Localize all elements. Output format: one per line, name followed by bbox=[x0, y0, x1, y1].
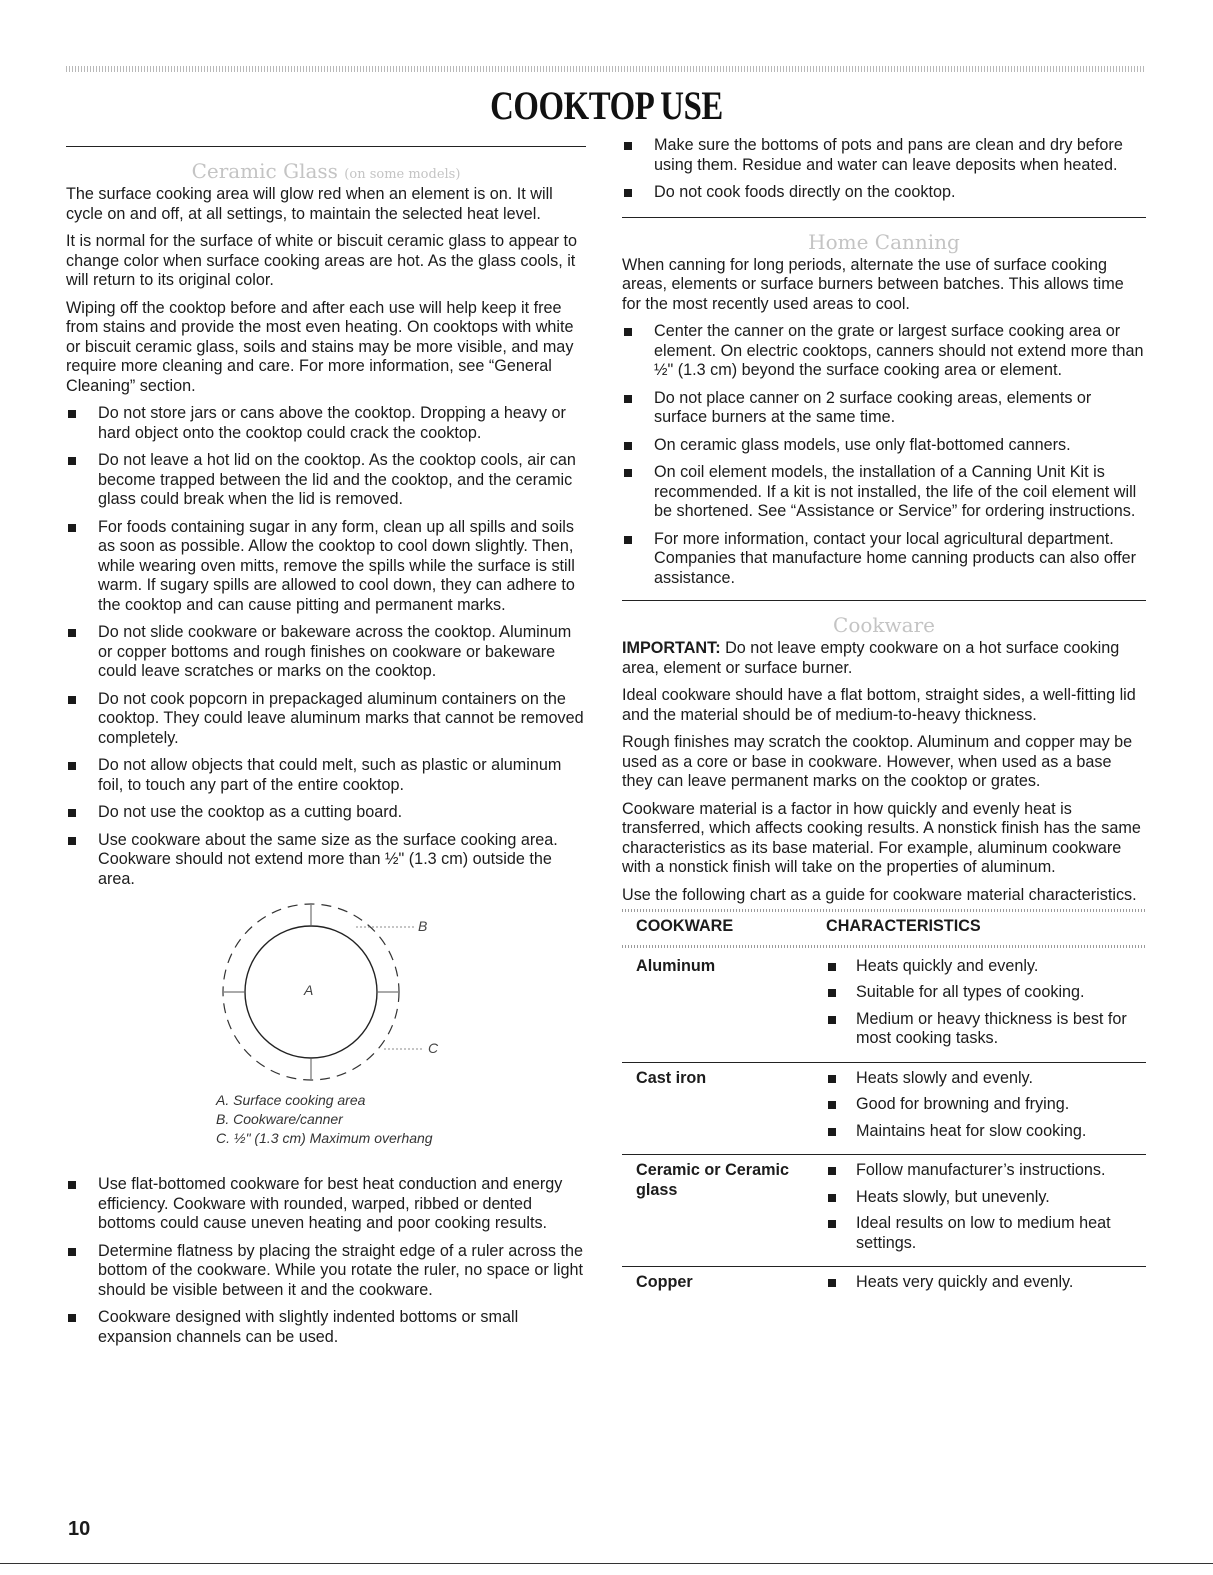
bullet-square-icon bbox=[828, 1128, 836, 1136]
list-item bbox=[826, 1214, 1146, 1253]
table-row bbox=[622, 1155, 1146, 1267]
bullet-square-icon bbox=[68, 524, 76, 532]
bullet-square-icon bbox=[68, 809, 76, 817]
cookware-care-bullets bbox=[622, 136, 1146, 203]
list-item-text: For foods containing sugar in any form, clean up all spills and soils as soon as possible. Allow the cooktop to cool down slightly. Then, while wearing oven mitts, remove the spills while the surface is still warm. If sugary spills are allowed to cool down, they can adhere to the cooktop and can cause pitting and permanent marks. bbox=[98, 517, 575, 614]
list-item bbox=[66, 1308, 586, 1347]
list-item bbox=[622, 389, 1146, 428]
bullet-square-icon bbox=[624, 328, 632, 336]
list-item bbox=[622, 463, 1146, 522]
section-rule bbox=[622, 217, 1146, 218]
list-item-text: Good for browning and frying. bbox=[856, 1095, 1070, 1113]
characteristics-cell bbox=[826, 1267, 1146, 1302]
caption-c: C. ½" (1.3 cm) Maximum overhang bbox=[216, 1130, 433, 1146]
page-title: COOKTOP USE bbox=[490, 83, 723, 128]
table-top-dotted-rule bbox=[622, 909, 1146, 912]
heading-note: (on some models) bbox=[344, 167, 461, 182]
list-item-text: Heats very quickly and evenly. bbox=[856, 1273, 1074, 1291]
list-item bbox=[826, 1161, 1146, 1181]
list-item-text: On ceramic glass models, use only flat-bottomed canners. bbox=[654, 435, 1071, 454]
bullet-square-icon bbox=[68, 837, 76, 845]
list-item-text: Heats slowly and evenly. bbox=[856, 1068, 1033, 1087]
list-item bbox=[826, 983, 1146, 1003]
list-item bbox=[826, 957, 1146, 977]
flatness-bullets bbox=[66, 1175, 586, 1347]
ceramic-glass-bullets bbox=[66, 404, 586, 889]
important-text: Do not leave empty cookware on a hot surface cooking area, element or surface burner. bbox=[622, 639, 1120, 677]
cookware-name: Cast iron bbox=[622, 1062, 826, 1155]
bullet-square-icon bbox=[68, 629, 76, 637]
section-heading-home-canning: Home Canning bbox=[808, 229, 960, 254]
cookware-name: Ceramic or Ceramic glass bbox=[622, 1155, 826, 1267]
header-dotted-rule bbox=[622, 945, 1146, 948]
paragraph: It is normal for the surface of white or biscuit ceramic glass to appear to change color when surface cooking areas are hot. As the glass cools, it will return to its original color. bbox=[66, 232, 578, 289]
paragraph: Rough finishes may scratch the cooktop. Aluminum and copper may be used as a core or base in cookware. However, when used as a base they can leave permanent marks on the cooktop or grates. bbox=[622, 733, 1133, 790]
list-item bbox=[826, 1188, 1146, 1208]
bullet-square-icon bbox=[68, 410, 76, 418]
section-rule bbox=[66, 146, 586, 147]
table-header-cookware: COOKWARE bbox=[636, 917, 734, 935]
list-item-text: Do not leave a hot lid on the cooktop. As the cooktop cools, air can become trapped between the lid and the cooktop, and the ceramic glass could break when the lid is removed. bbox=[98, 451, 576, 508]
label-b: B bbox=[418, 918, 428, 934]
bullet-square-icon bbox=[68, 1248, 76, 1256]
bullet-square-icon bbox=[624, 536, 632, 544]
list-item-text: Heats slowly, but unevenly. bbox=[856, 1187, 1050, 1206]
list-item bbox=[66, 404, 586, 443]
list-item bbox=[66, 690, 586, 749]
list-item-text: Do not slide cookware or bakeware across the cooktop. Aluminum or copper bottoms and rough finishes on cookware or bakeware could leave scratches or marks on the cooktop. bbox=[98, 623, 572, 680]
paragraph: The surface cooking area will glow red when an element is on. It will cycle on and off, at all settings, to maintain the selected heat level. bbox=[66, 185, 553, 223]
caption-a: A. Surface cooking area bbox=[216, 1092, 366, 1108]
page-number: 10 bbox=[68, 1518, 91, 1540]
bullet-square-icon bbox=[828, 1016, 836, 1024]
characteristics-cell bbox=[826, 951, 1146, 1063]
list-item-text: Maintains heat for slow cooking. bbox=[856, 1121, 1087, 1140]
list-item-text: Use flat-bottomed cookware for best heat conduction and energy efficiency. Cookware with rounded, warped, ribbed or dented bottoms could cause uneven heating and poor cooking results. bbox=[98, 1175, 563, 1232]
list-item bbox=[622, 322, 1146, 381]
list-item bbox=[66, 1175, 586, 1234]
characteristics-cell bbox=[826, 1062, 1146, 1155]
characteristics-cell bbox=[826, 1155, 1146, 1267]
list-item-text: Heats quickly and evenly. bbox=[856, 956, 1039, 975]
section-heading-cookware: Cookware bbox=[833, 613, 935, 637]
table-header-row bbox=[622, 915, 1146, 941]
footer-rule bbox=[0, 1563, 1213, 1564]
right-column bbox=[622, 136, 1146, 1302]
list-item bbox=[826, 1273, 1146, 1293]
bullet-square-icon bbox=[624, 142, 632, 150]
bullet-square-icon bbox=[624, 189, 632, 197]
overhang-diagram bbox=[66, 897, 586, 1165]
table-row bbox=[622, 1267, 1146, 1302]
list-item-text: Center the canner on the grate or largest surface cooking area or element. On electric cooktops, canners should not extend more than ½" (1.3 cm) beyond the surface cooking area or element. bbox=[654, 322, 1144, 379]
list-item bbox=[622, 530, 1146, 589]
list-item bbox=[826, 1069, 1146, 1089]
bullet-square-icon bbox=[828, 1101, 836, 1109]
list-item-text: Do not cook foods directly on the cooktop. bbox=[654, 183, 956, 201]
bullet-square-icon bbox=[624, 469, 632, 477]
list-item-text: Make sure the bottoms of pots and pans are clean and dry before using them. Residue and water can leave deposits when heated. bbox=[654, 136, 1123, 174]
list-item-text: Use cookware about the same size as the surface cooking area. Cookware should not extend more than ½" (1.3 cm) outside the area. bbox=[98, 830, 558, 888]
bullet-square-icon bbox=[68, 1314, 76, 1322]
table-row bbox=[622, 951, 1146, 1063]
section-heading-ceramic-glass bbox=[66, 157, 586, 185]
bullet-square-icon bbox=[68, 457, 76, 465]
label-a: A bbox=[304, 982, 314, 998]
list-item bbox=[66, 518, 586, 616]
list-item-text: On coil element models, the installation of a Canning Unit Kit is recommended. If a kit is not installed, the life of the coil element will be shortened. See “Assistance or Service” for ordering instructions. bbox=[654, 463, 1137, 520]
bullet-square-icon bbox=[828, 989, 836, 997]
bullet-square-icon bbox=[68, 696, 76, 704]
list-item-text: Follow manufacturer’s instructions. bbox=[856, 1161, 1106, 1179]
list-item bbox=[66, 831, 586, 890]
bullet-square-icon bbox=[828, 963, 836, 971]
cookware-name: Copper bbox=[636, 1273, 693, 1291]
bullet-square-icon bbox=[68, 1181, 76, 1189]
paragraph: Use the following chart as a guide for cookware material characteristics. bbox=[622, 885, 1137, 904]
left-column bbox=[66, 146, 586, 1355]
list-item bbox=[66, 623, 586, 682]
list-item bbox=[622, 136, 1146, 175]
label-c: C bbox=[428, 1040, 439, 1056]
list-item bbox=[622, 436, 1146, 456]
list-item-text: Do not cook popcorn in prepackaged aluminum containers on the cooktop. They could leave aluminum marks that cannot be removed completely. bbox=[98, 689, 584, 747]
list-item bbox=[66, 451, 586, 510]
cookware-table bbox=[622, 915, 1146, 1302]
list-item-text: Do not allow objects that could melt, such as plastic or aluminum foil, to touch any part of the entire cooktop. bbox=[98, 756, 562, 794]
list-item-text: Determine flatness by placing the straight edge of a ruler across the bottom of the cookware. While you rotate the ruler, no space or light should be visible between it and the cookware. bbox=[98, 1241, 583, 1299]
list-item bbox=[826, 1010, 1146, 1049]
list-item-text: Do not use the cooktop as a cutting board. bbox=[98, 803, 403, 821]
table-row bbox=[622, 1062, 1146, 1155]
bullet-square-icon bbox=[828, 1279, 836, 1287]
paragraph: When canning for long periods, alternate the use of surface cooking areas, elements or surface burners between batches. This allows time for the most recently used areas to cool. bbox=[622, 255, 1124, 313]
list-item-text: Suitable for all types of cooking. bbox=[856, 983, 1085, 1001]
bullet-square-icon bbox=[624, 395, 632, 403]
list-item bbox=[826, 1122, 1146, 1142]
list-item bbox=[66, 756, 586, 795]
list-item-text: For more information, contact your local agricultural department. Companies that manufacture home canning products can also offer assistance. bbox=[654, 529, 1137, 587]
list-item-text: Cookware designed with slightly indented bottoms or small expansion channels can be used. bbox=[98, 1308, 519, 1346]
bullet-square-icon bbox=[828, 1220, 836, 1228]
important-paragraph bbox=[622, 639, 1146, 678]
home-canning-bullets bbox=[622, 322, 1146, 588]
list-item-text: Do not store jars or cans above the cooktop. Dropping a heavy or hard object onto the cooktop could crack the cooktop. bbox=[98, 404, 566, 442]
heading-text: Ceramic Glass bbox=[191, 159, 338, 183]
header-dotted-bar bbox=[66, 66, 1146, 72]
caption-b: B. Cookware/canner bbox=[216, 1111, 343, 1127]
list-item bbox=[66, 803, 586, 823]
list-item-text: Medium or heavy thickness is best for most cooking tasks. bbox=[856, 1009, 1127, 1047]
list-item bbox=[66, 1242, 586, 1301]
bullet-square-icon bbox=[68, 762, 76, 770]
bullet-square-icon bbox=[828, 1167, 836, 1175]
cookware-name: Aluminum bbox=[622, 951, 826, 1063]
list-item-text: Do not place canner on 2 surface cooking areas, elements or surface burners at the same time. bbox=[654, 388, 1092, 426]
bullet-square-icon bbox=[828, 1075, 836, 1083]
important-label: IMPORTANT: bbox=[622, 639, 721, 657]
section-rule bbox=[622, 600, 1146, 601]
paragraph: Wiping off the cooktop before and after each use will help keep it free from stains and provide the most even heating. On cooktops with white or biscuit ceramic glass, soils and stains may be more visible, and may require more cleaning and care. For more information, see “General Cleaning” section. bbox=[66, 298, 574, 395]
bullet-square-icon bbox=[624, 442, 632, 450]
paragraph: Cookware material is a factor in how quickly and evenly heat is transferred, which affects cooking results. A nonstick finish has the same characteristics as its base material. For example, aluminum cookware with a nonstick finish will take on the properties of aluminum. bbox=[622, 799, 1141, 876]
list-item bbox=[826, 1095, 1146, 1115]
list-item-text: Ideal results on low to medium heat settings. bbox=[856, 1214, 1111, 1252]
list-item bbox=[622, 183, 1146, 203]
table-header-characteristics: CHARACTERISTICS bbox=[826, 917, 981, 935]
bullet-square-icon bbox=[828, 1194, 836, 1202]
paragraph: Ideal cookware should have a flat bottom, straight sides, a well-fitting lid and the material should be of medium-to-heavy thickness. bbox=[622, 686, 1136, 724]
